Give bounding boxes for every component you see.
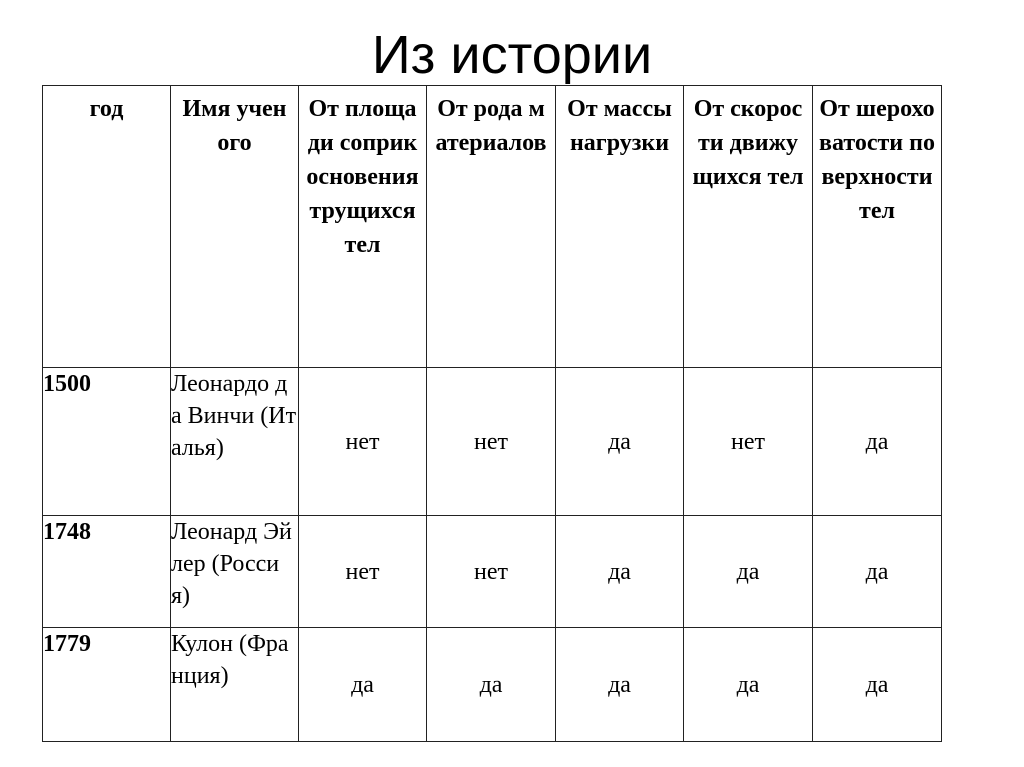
value-cell: нет: [299, 516, 427, 628]
year-cell: 1748: [43, 516, 171, 628]
history-table: [42, 85, 942, 742]
value-cell: да: [813, 368, 942, 516]
value-cell: да: [556, 368, 684, 516]
value-cell: да: [299, 628, 427, 742]
header-cell-year: год: [43, 86, 171, 368]
header-cell-scientist-name: Имя ученого: [171, 86, 299, 368]
value-cell: нет: [299, 368, 427, 516]
table-row: [43, 516, 942, 628]
value-cell: да: [556, 628, 684, 742]
header-cell-material-type: От рода материалов: [427, 86, 556, 368]
value-cell: да: [427, 628, 556, 742]
table-row: [43, 368, 942, 516]
scientist-name-cell: Леонардо да Винчи (Италья): [171, 368, 299, 516]
value-cell: да: [813, 628, 942, 742]
scientist-name-cell: Леонард Эйлер (Россия): [171, 516, 299, 628]
header-cell-velocity: От скорости движущихся тел: [684, 86, 813, 368]
value-cell: да: [556, 516, 684, 628]
table-header-row: [43, 86, 942, 368]
value-cell: нет: [684, 368, 813, 516]
scientist-name-cell: Кулон (Франция): [171, 628, 299, 742]
header-cell-contact-area: От площади соприкосновения трущихся тел: [299, 86, 427, 368]
value-cell: нет: [427, 368, 556, 516]
value-cell: да: [684, 516, 813, 628]
header-cell-surface-roughness: От шероховатости поверхности тел: [813, 86, 942, 368]
year-cell: 1500: [43, 368, 171, 516]
value-cell: да: [684, 628, 813, 742]
header-cell-load-mass: От массы нагрузки: [556, 86, 684, 368]
table-row: [43, 628, 942, 742]
slide-title: Из истории: [371, 25, 653, 85]
value-cell: да: [813, 516, 942, 628]
year-cell: 1779: [43, 628, 171, 742]
value-cell: нет: [427, 516, 556, 628]
